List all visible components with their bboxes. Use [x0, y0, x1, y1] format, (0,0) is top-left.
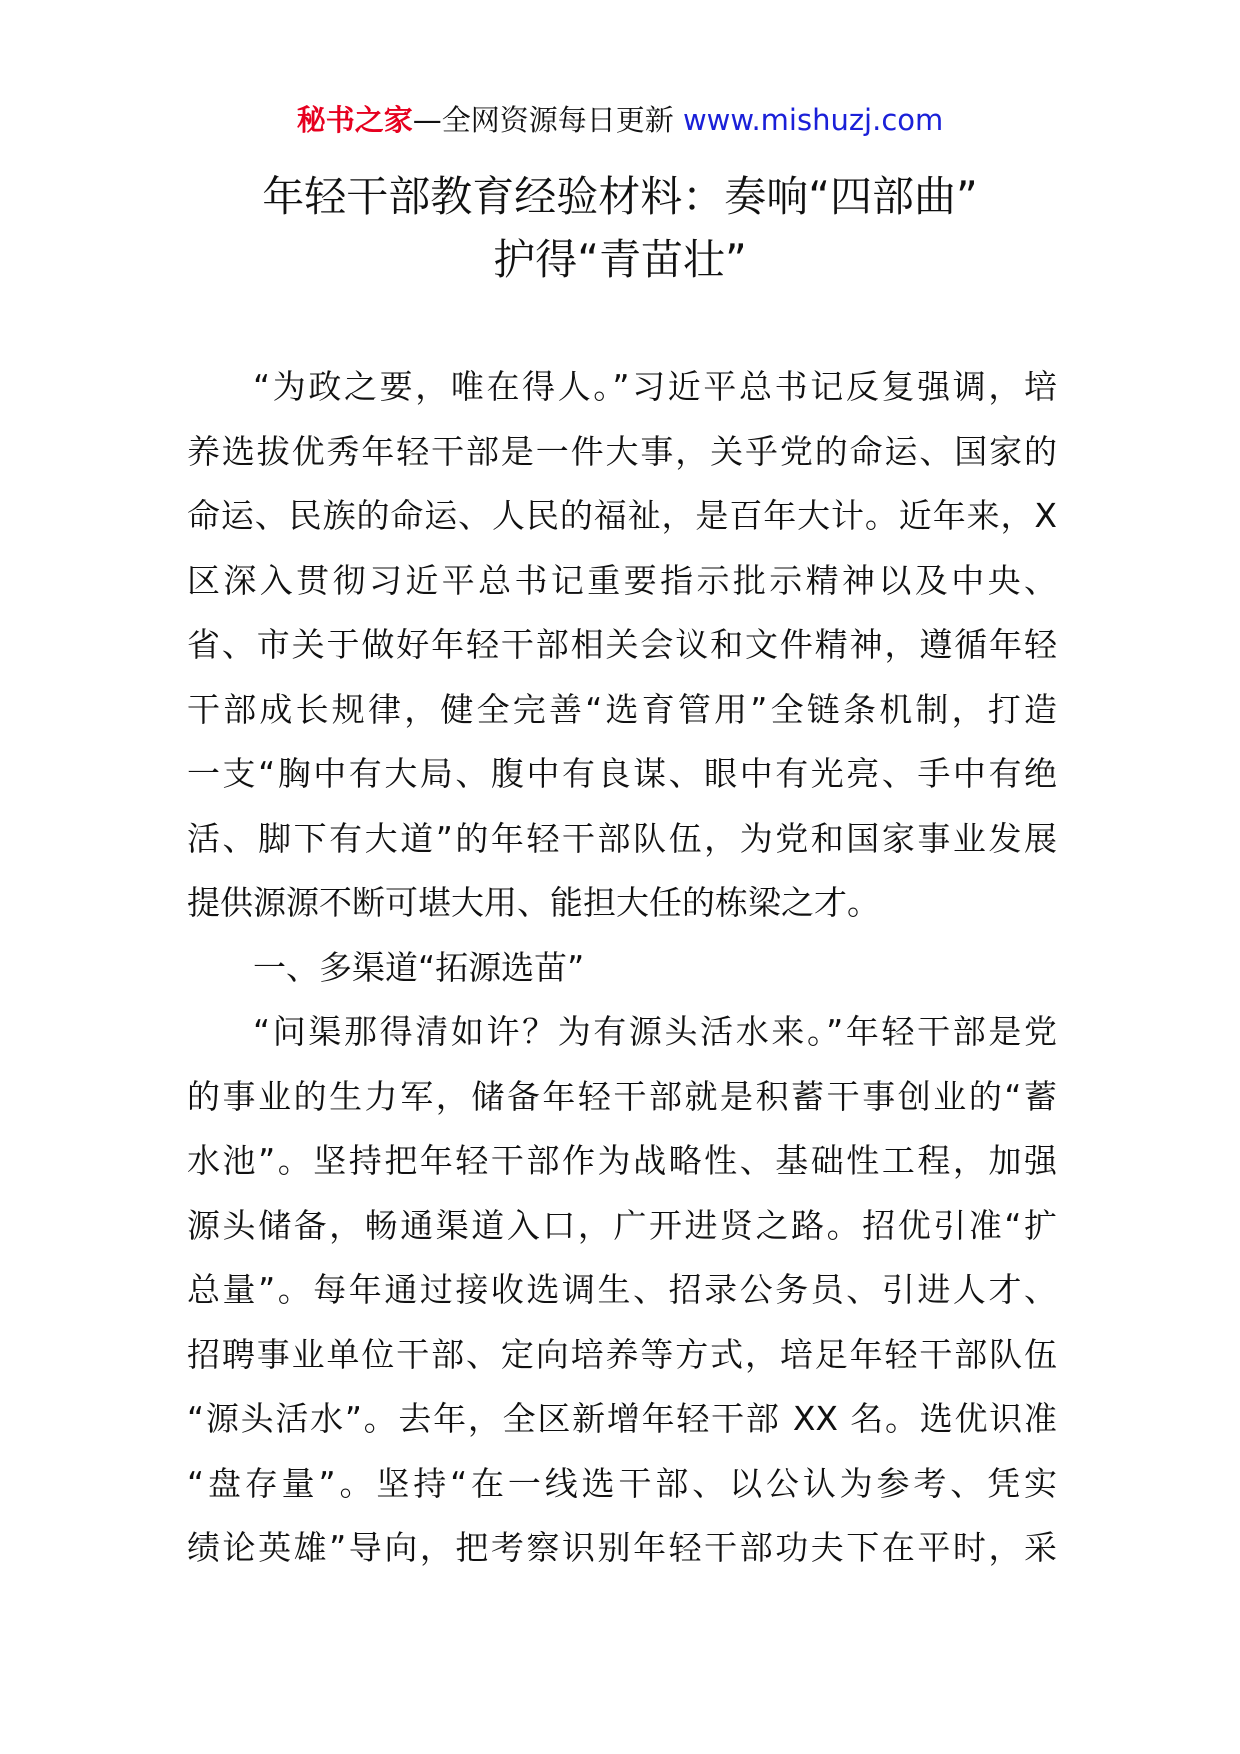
text-line: 省、市关于做好年轻干部相关会议和文件精神，遵循年轻	[187, 625, 1057, 664]
text-line: “为政之要，唯在得人。”习近平总书记反复强调，培	[253, 367, 1057, 406]
site-url[interactable]: www.mishuzj.com	[682, 103, 944, 137]
text-line: 水池”。坚持把年轻干部作为战略性、基础性工程，加强	[187, 1141, 1057, 1180]
text-line: 的事业的生力军，储备年轻干部就是积蓄干事创业的“蓄	[187, 1076, 1057, 1116]
text-line: 绩论英雄”导向，把考察识别年轻干部功夫下在平时，采	[187, 1528, 1057, 1567]
text-line: 总量”。每年通过接收选调生、招录公务员、引进人才、	[187, 1270, 1057, 1309]
text-line: 区深入贯彻习近平总书记重要指示批示精神以及中央、	[187, 560, 1057, 600]
text-line: 提供源源不断可堪大用、能担大任的栋梁之才。	[187, 883, 880, 922]
header-tagline: —全网资源每日更新	[412, 103, 674, 137]
title-line-1: 年轻干部教育经验材料：奏响“四部曲”	[262, 172, 978, 221]
text-line: 源头储备，畅通渠道入口，广开进贤之路。招优引准“扩	[187, 1205, 1057, 1245]
text-line: 养选拔优秀年轻干部是一件大事，关乎党的命运、国家的	[187, 431, 1057, 471]
text-line: “源头活水”。去年，全区新增年轻干部 XX 名。选优识准	[187, 1399, 1057, 1438]
document-body	[187, 355, 1057, 1581]
paragraph-section-1	[187, 1000, 1057, 1581]
section-heading: 一、多渠道“拓源选苗”	[253, 947, 585, 987]
text-line: 招聘事业单位干部、定向培养等方式，培足年轻干部队伍	[187, 1334, 1057, 1374]
text-line: 活、脚下有大道”的年轻干部队伍，为党和国家事业发展	[187, 818, 1057, 858]
text-line: 干部成长规律，健全完善“选育管用”全链条机制，打造	[187, 689, 1057, 729]
site-header	[0, 100, 1240, 140]
document-title	[0, 165, 1240, 291]
text-line: “问渠那得清如许？为有源头活水来。”年轻干部是党	[253, 1012, 1057, 1051]
paragraph-intro	[187, 355, 1057, 936]
brand-name: 秘书之家	[296, 103, 413, 137]
title-line-2: 护得“青苗壮”	[493, 235, 747, 284]
text-line: “盘存量”。坚持“在一线选干部、以公认为参考、凭实	[187, 1463, 1057, 1503]
text-line: 一支“胸中有大局、腹中有良谋、眼中有光亮、手中有绝	[187, 754, 1057, 793]
text-line: 命运、民族的命运、人民的福祉，是百年大计。近年来，X	[187, 496, 1057, 535]
